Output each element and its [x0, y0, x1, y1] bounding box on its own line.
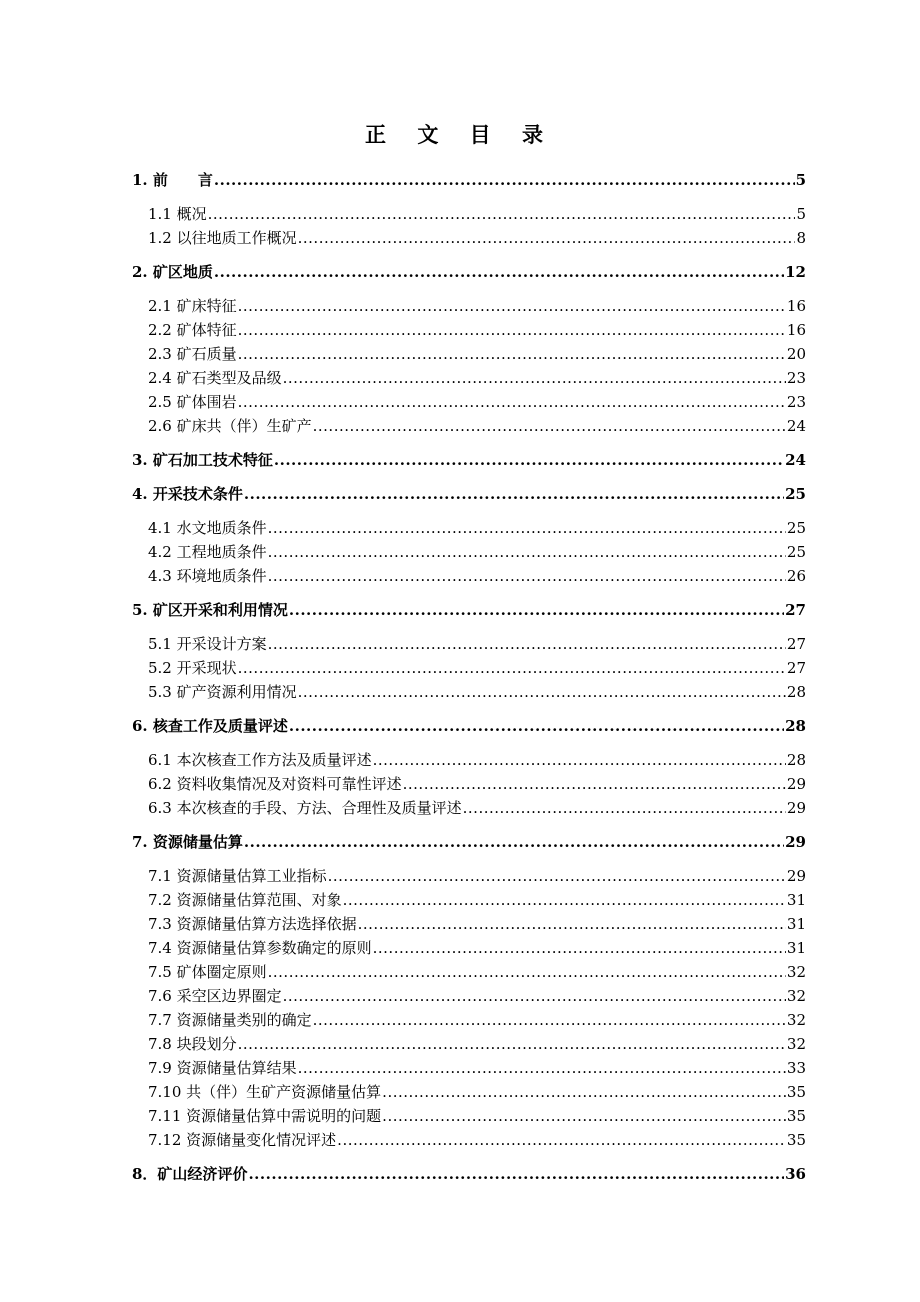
toc-section-entry[interactable] — [132, 772, 806, 796]
toc-page-number: 5 — [796, 205, 806, 223]
toc-dot-leader — [268, 632, 786, 656]
toc-dot-leader — [337, 1128, 786, 1152]
toc-page-number: 29 — [786, 799, 806, 817]
toc-dot-leader — [463, 796, 786, 820]
toc-dot-leader — [403, 772, 786, 796]
toc-entry-label: 7. 资源储量估算 — [132, 833, 243, 851]
toc-chapter-entry[interactable] — [132, 260, 806, 284]
toc-entry-label: 7.2 资源储量估算范围、对象 — [148, 891, 342, 909]
toc-section-entry[interactable] — [132, 864, 806, 888]
toc-page-number: 25 — [786, 543, 806, 561]
toc-page-number: 32 — [786, 1035, 806, 1053]
toc-dot-leader — [268, 960, 786, 984]
toc-entry-label: 5.3 矿产资源利用情况 — [148, 683, 297, 701]
toc-page-number: 27 — [786, 659, 806, 677]
toc-dot-leader — [274, 448, 784, 472]
toc-dot-leader — [328, 864, 786, 888]
toc-page-number: 25 — [786, 519, 806, 537]
toc-page-number: 32 — [786, 1011, 806, 1029]
toc-entry-label: 7.3 资源储量估算方法选择依据 — [148, 915, 357, 933]
toc-chapter-entry[interactable] — [132, 1162, 806, 1186]
toc-dot-leader — [238, 1032, 786, 1056]
toc-dot-leader — [238, 390, 786, 414]
toc-entry-label: 5.1 开采设计方案 — [148, 635, 267, 653]
toc-entry-label: 7.8 块段划分 — [148, 1035, 237, 1053]
toc-dot-leader — [313, 1008, 786, 1032]
toc-section-entry[interactable] — [132, 294, 806, 318]
toc-dot-leader — [298, 226, 796, 250]
toc-page-number: 16 — [786, 297, 806, 315]
toc-page-number: 29 — [785, 833, 806, 851]
toc-page-number: 16 — [786, 321, 806, 339]
toc-section-entry[interactable] — [132, 888, 806, 912]
toc-chapter-entry[interactable] — [132, 714, 806, 738]
toc-entry-label: 7.12 资源储量变化情况评述 — [148, 1131, 337, 1149]
toc-page-number: 29 — [786, 775, 806, 793]
toc-entry-label: 6.3 本次核查的手段、方法、合理性及质量评述 — [148, 799, 462, 817]
toc-section-entry[interactable] — [132, 318, 806, 342]
toc-entry-label: 2.6 矿床共（伴）生矿产 — [148, 417, 312, 435]
toc-section-entry[interactable] — [132, 680, 806, 704]
toc-dot-leader — [238, 294, 786, 318]
toc-section-entry[interactable] — [132, 226, 806, 250]
toc-entry-label: 7.10 共（伴）生矿产资源储量估算 — [148, 1083, 382, 1101]
toc-dot-leader — [382, 1104, 786, 1128]
toc-dot-leader — [289, 714, 784, 738]
toc-page-number: 35 — [786, 1083, 806, 1101]
toc-chapter-entry[interactable] — [132, 482, 806, 506]
toc-page-number: 31 — [786, 915, 806, 933]
toc-dot-leader — [214, 260, 784, 284]
toc-page-number: 31 — [786, 939, 806, 957]
toc-entry-label: 6.1 本次核查工作方法及质量评述 — [148, 751, 372, 769]
toc-page-number: 29 — [786, 867, 806, 885]
toc-dot-leader — [373, 936, 786, 960]
toc-entry-label: 1.1 概况 — [148, 205, 207, 223]
toc-chapter-entry[interactable] — [132, 830, 806, 854]
toc-dot-leader — [313, 414, 786, 438]
toc-entry-label: 7.11 资源储量估算中需说明的问题 — [148, 1107, 382, 1125]
toc-dot-leader — [214, 168, 795, 192]
toc-section-entry[interactable] — [132, 656, 806, 680]
toc-section-entry[interactable] — [132, 796, 806, 820]
toc-chapter-entry[interactable] — [132, 168, 806, 192]
toc-page-number: 23 — [786, 369, 806, 387]
toc-entry-label: 2. 矿区地质 — [132, 263, 213, 281]
toc-section-entry[interactable] — [132, 202, 806, 226]
toc-entry-label: 7.1 资源储量估算工业指标 — [148, 867, 327, 885]
toc-dot-leader — [343, 888, 786, 912]
toc-dot-leader — [298, 1056, 786, 1080]
toc-section-entry[interactable] — [132, 366, 806, 390]
toc-section-entry[interactable] — [132, 1104, 806, 1128]
toc-section-entry[interactable] — [132, 516, 806, 540]
toc-page-number: 35 — [786, 1107, 806, 1125]
toc-page-number: 5 — [795, 171, 806, 189]
toc-entry-label: 7.7 资源储量类别的确定 — [148, 1011, 312, 1029]
toc-page-number: 33 — [786, 1059, 806, 1077]
toc-dot-leader — [283, 366, 786, 390]
toc-page-number: 28 — [785, 717, 806, 735]
toc-page-number: 31 — [786, 891, 806, 909]
toc-entry-label: 4.3 环境地质条件 — [148, 567, 267, 585]
toc-dot-leader — [268, 564, 786, 588]
toc-entry-label: 4.1 水文地质条件 — [148, 519, 267, 537]
toc-dot-leader — [358, 912, 786, 936]
toc-entry-label: 4.2 工程地质条件 — [148, 543, 267, 561]
toc-page-number: 26 — [786, 567, 806, 585]
toc-dot-leader — [244, 830, 784, 854]
toc-entry-label: 3. 矿石加工技术特征 — [132, 451, 273, 469]
toc-entry-label: 8．矿山经济评价 — [132, 1165, 248, 1183]
toc-entry-label: 7.5 矿体圈定原则 — [148, 963, 267, 981]
toc-dot-leader — [238, 656, 786, 680]
toc-entry-label: 2.1 矿床特征 — [148, 297, 237, 315]
toc-entry-label: 2.3 矿石质量 — [148, 345, 237, 363]
toc-page-number: 32 — [786, 987, 806, 1005]
toc-section-entry[interactable] — [132, 540, 806, 564]
toc-page-number: 32 — [786, 963, 806, 981]
toc-section-entry[interactable] — [132, 1032, 806, 1056]
toc-section-entry[interactable] — [132, 1080, 806, 1104]
toc-page-number: 24 — [786, 417, 806, 435]
toc-entry-label: 5.2 开采现状 — [148, 659, 237, 677]
toc-dot-leader — [268, 516, 786, 540]
toc-entry-label: 2.4 矿石类型及品级 — [148, 369, 282, 387]
toc-page-number: 25 — [785, 485, 806, 503]
toc-dot-leader — [298, 680, 786, 704]
toc-dot-leader — [283, 984, 786, 1008]
toc-entry-label: 6.2 资料收集情况及对资料可靠性评述 — [148, 775, 402, 793]
toc-page-number: 12 — [785, 263, 806, 281]
toc-dot-leader — [238, 342, 786, 366]
toc-entry-label: 4. 开采技术条件 — [132, 485, 243, 503]
toc-dot-leader — [248, 1162, 784, 1186]
toc-entry-label: 6. 核查工作及质量评述 — [132, 717, 288, 735]
toc-page-number: 35 — [786, 1131, 806, 1149]
toc-entry-label: 7.9 资源储量估算结果 — [148, 1059, 297, 1077]
toc-dot-leader — [382, 1080, 786, 1104]
toc-page-number: 27 — [786, 635, 806, 653]
toc-chapter-entry[interactable] — [132, 598, 806, 622]
toc-page-number: 36 — [785, 1165, 806, 1183]
toc-section-entry[interactable] — [132, 1128, 806, 1152]
toc-section-entry[interactable] — [132, 984, 806, 1008]
toc-section-entry[interactable] — [132, 632, 806, 656]
toc-dot-leader — [238, 318, 786, 342]
toc-dot-leader — [268, 540, 786, 564]
toc-entry-label: 1.2 以往地质工作概况 — [148, 229, 297, 247]
toc-entry-label: 2.2 矿体特征 — [148, 321, 237, 339]
toc-dot-leader — [289, 598, 784, 622]
toc-page-number: 28 — [786, 751, 806, 769]
toc-section-entry[interactable] — [132, 414, 806, 438]
toc-entry-label: 7.6 采空区边界圈定 — [148, 987, 282, 1005]
toc-page-number: 8 — [796, 229, 806, 247]
toc-section-entry[interactable] — [132, 912, 806, 936]
toc-section-entry[interactable] — [132, 748, 806, 772]
table-of-contents — [132, 168, 806, 1196]
toc-page-number: 24 — [785, 451, 806, 469]
toc-dot-leader — [373, 748, 786, 772]
toc-page-number: 20 — [786, 345, 806, 363]
toc-section-entry[interactable] — [132, 342, 806, 366]
toc-entry-label: 5. 矿区开采和利用情况 — [132, 601, 288, 619]
toc-section-entry[interactable] — [132, 1056, 806, 1080]
toc-section-entry[interactable] — [132, 564, 806, 588]
toc-section-entry[interactable] — [132, 960, 806, 984]
toc-dot-leader — [208, 202, 796, 226]
toc-entry-label: 1. 前 言 — [132, 171, 213, 189]
toc-section-entry[interactable] — [132, 936, 806, 960]
toc-page-number: 23 — [786, 393, 806, 411]
toc-page-number: 28 — [786, 683, 806, 701]
toc-entry-label: 7.4 资源储量估算参数确定的原则 — [148, 939, 372, 957]
toc-dot-leader — [244, 482, 784, 506]
toc-page-number: 27 — [785, 601, 806, 619]
toc-section-entry[interactable] — [132, 390, 806, 414]
toc-section-entry[interactable] — [132, 1008, 806, 1032]
toc-entry-label: 2.5 矿体围岩 — [148, 393, 237, 411]
page-title: 正 文 目 录 — [365, 122, 555, 147]
toc-chapter-entry[interactable] — [132, 448, 806, 472]
